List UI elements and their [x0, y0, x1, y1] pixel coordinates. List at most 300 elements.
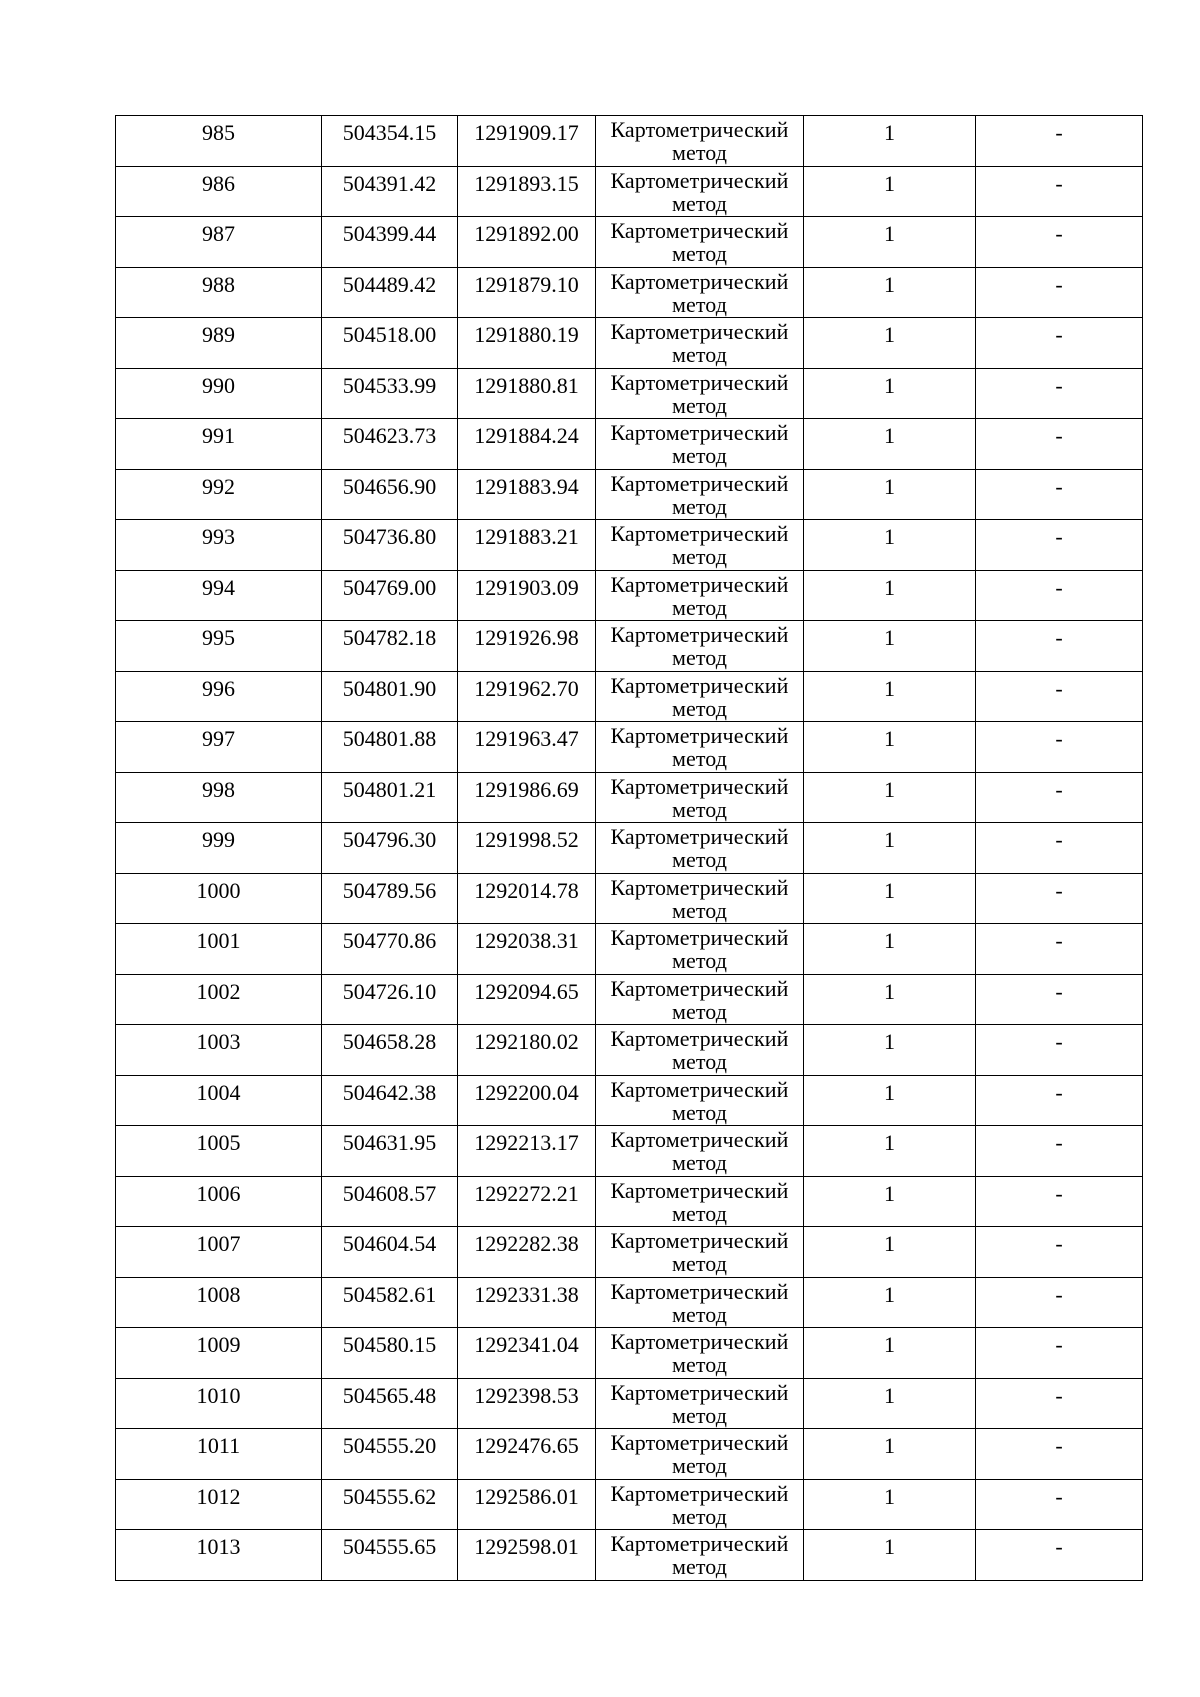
accuracy-value: 1 [884, 1281, 895, 1307]
method-cell [596, 772, 804, 823]
y-coordinate: 1292398.53 [474, 1382, 579, 1408]
point-number: 1010 [196, 1382, 241, 1408]
note-cell [976, 1277, 1143, 1328]
method-line-1: Картометрический [610, 1177, 789, 1203]
note-value: - [1055, 1483, 1063, 1509]
point-number: 999 [202, 827, 235, 852]
y-coordinate-cell [458, 1227, 596, 1278]
point-number-cell [116, 772, 322, 823]
note-value: - [1055, 1433, 1063, 1458]
point-number-cell [116, 1227, 322, 1278]
x-coordinate-cell [322, 1328, 458, 1379]
x-coordinate: 504770.86 [342, 928, 437, 953]
note-cell [976, 570, 1143, 621]
accuracy-cell [804, 1277, 976, 1328]
accuracy-value: 1 [884, 928, 895, 953]
method-text [596, 1379, 803, 1428]
table-row [116, 469, 1143, 520]
method-line-2: метод [671, 1301, 728, 1327]
accuracy-cell [804, 217, 976, 268]
point-number-cell [116, 469, 322, 520]
method-line-2: метод [671, 1251, 728, 1276]
method-cell [596, 722, 804, 773]
x-coordinate-cell [322, 671, 458, 722]
method-line-2: метод [671, 241, 728, 266]
note-value: - [1055, 1130, 1063, 1155]
note-value: - [1055, 1029, 1063, 1054]
point-number-cell [116, 873, 322, 924]
point-number: 986 [202, 170, 235, 196]
y-coordinate: 1292341.04 [474, 1332, 579, 1357]
accuracy-cell [804, 318, 976, 369]
table-row [116, 1530, 1143, 1581]
table-row [116, 873, 1143, 924]
point-number-cell [116, 621, 322, 672]
accuracy-cell [804, 1429, 976, 1480]
point-number: 1008 [196, 1281, 241, 1307]
method-line-2: метод [671, 1352, 728, 1377]
x-coordinate-cell [322, 166, 458, 217]
method-line-2: метод [671, 1554, 728, 1579]
note-value: - [1055, 1079, 1063, 1105]
note-value: - [1055, 574, 1063, 600]
x-coordinate-cell [322, 1277, 458, 1328]
x-coordinate-cell [322, 1378, 458, 1429]
method-text [596, 722, 803, 771]
method-line-2: метод [671, 948, 728, 973]
accuracy-cell [804, 1176, 976, 1227]
method-text [596, 318, 803, 367]
note-value: - [1055, 978, 1063, 1004]
table-row [116, 1328, 1143, 1379]
accuracy-value: 1 [884, 473, 895, 499]
table-row [116, 1277, 1143, 1328]
note-cell [976, 116, 1143, 167]
y-coordinate-cell [458, 520, 596, 571]
accuracy-value: 1 [884, 170, 895, 196]
note-value: - [1055, 1382, 1063, 1408]
method-cell [596, 924, 804, 975]
y-coordinate-cell [458, 924, 596, 975]
method-line-1: Картометрический [610, 925, 789, 950]
note-value: - [1055, 120, 1063, 145]
point-number: 1003 [196, 1029, 241, 1054]
method-cell [596, 1176, 804, 1227]
x-coordinate: 504801.90 [342, 675, 437, 701]
y-coordinate-cell [458, 772, 596, 823]
y-coordinate-cell [458, 1126, 596, 1177]
method-line-2: метод [671, 443, 728, 468]
method-text [596, 672, 803, 721]
y-coordinate: 1292331.38 [474, 1281, 579, 1307]
x-coordinate: 504796.30 [342, 827, 437, 852]
method-cell [596, 873, 804, 924]
note-cell [976, 873, 1143, 924]
point-number-cell [116, 1126, 322, 1177]
accuracy-value: 1 [884, 1534, 895, 1559]
accuracy-value: 1 [884, 726, 895, 751]
method-line-1: Картометрический [610, 975, 789, 1001]
note-value: - [1055, 1332, 1063, 1357]
y-coordinate-cell [458, 166, 596, 217]
point-number-cell [116, 419, 322, 470]
x-coordinate-cell [322, 621, 458, 672]
y-coordinate-cell [458, 217, 596, 268]
method-line-2: метод [671, 796, 728, 822]
accuracy-value: 1 [884, 877, 895, 903]
method-text [596, 924, 803, 973]
coordinates-table-body [116, 116, 1143, 1581]
x-coordinate: 504623.73 [342, 423, 437, 448]
table-row [116, 267, 1143, 318]
table-row [116, 1025, 1143, 1076]
accuracy-value: 1 [884, 120, 895, 145]
table-row [116, 1126, 1143, 1177]
method-line-2: метод [671, 594, 728, 620]
method-cell [596, 1328, 804, 1379]
accuracy-cell [804, 722, 976, 773]
note-cell [976, 217, 1143, 268]
note-cell [976, 1378, 1143, 1429]
x-coordinate: 504565.48 [342, 1382, 437, 1408]
accuracy-value: 1 [884, 1079, 895, 1105]
accuracy-value: 1 [884, 776, 895, 802]
method-text [596, 217, 803, 266]
method-cell [596, 671, 804, 722]
note-cell [976, 1429, 1143, 1480]
y-coordinate-cell [458, 1328, 596, 1379]
y-coordinate-cell [458, 1479, 596, 1530]
y-coordinate: 1292094.65 [474, 978, 579, 1004]
point-number: 998 [202, 776, 235, 802]
note-value: - [1055, 221, 1063, 246]
method-text [596, 823, 803, 872]
accuracy-cell [804, 116, 976, 167]
note-value: - [1055, 726, 1063, 751]
y-coordinate: 1291884.24 [474, 423, 579, 448]
x-coordinate-cell [322, 1479, 458, 1530]
accuracy-value: 1 [884, 322, 895, 347]
table-row [116, 217, 1143, 268]
x-coordinate-cell [322, 520, 458, 571]
accuracy-cell [804, 671, 976, 722]
note-cell [976, 974, 1143, 1025]
method-line-2: метод [671, 897, 728, 923]
point-number: 1001 [196, 928, 241, 953]
point-number-cell [116, 570, 322, 621]
point-number: 1013 [196, 1534, 241, 1559]
note-value: - [1055, 675, 1063, 701]
x-coordinate: 504518.00 [342, 322, 437, 347]
x-coordinate: 504580.15 [342, 1332, 437, 1357]
note-value: - [1055, 423, 1063, 448]
method-text [596, 268, 803, 317]
x-coordinate: 504489.42 [342, 271, 437, 297]
point-number-cell [116, 166, 322, 217]
method-line-2: метод [671, 1200, 728, 1226]
note-value: - [1055, 271, 1063, 297]
point-number-cell [116, 924, 322, 975]
method-line-2: метод [671, 1150, 728, 1175]
accuracy-value: 1 [884, 1332, 895, 1357]
point-number-cell [116, 671, 322, 722]
y-coordinate: 1292038.31 [474, 928, 579, 953]
y-coordinate-cell [458, 823, 596, 874]
accuracy-value: 1 [884, 1231, 895, 1256]
point-number: 1004 [196, 1079, 241, 1105]
method-line-1: Картометрический [610, 218, 789, 243]
note-cell [976, 419, 1143, 470]
note-cell [976, 924, 1143, 975]
note-value: - [1055, 776, 1063, 802]
x-coordinate-cell [322, 116, 458, 167]
accuracy-cell [804, 166, 976, 217]
method-line-2: метод [671, 140, 728, 165]
point-number: 994 [202, 574, 235, 600]
method-line-1: Картометрический [610, 369, 789, 395]
y-coordinate-cell [458, 368, 596, 419]
y-coordinate: 1292598.01 [474, 1534, 579, 1559]
method-line-2: метод [671, 645, 728, 670]
table-row [116, 116, 1143, 167]
note-value: - [1055, 1534, 1063, 1559]
y-coordinate-cell [458, 570, 596, 621]
x-coordinate: 504555.65 [342, 1534, 437, 1559]
point-number-cell [116, 1479, 322, 1530]
point-number: 993 [202, 524, 235, 549]
x-coordinate-cell [322, 823, 458, 874]
x-coordinate-cell [322, 924, 458, 975]
accuracy-value: 1 [884, 1130, 895, 1155]
y-coordinate: 1292272.21 [474, 1180, 579, 1206]
method-line-1: Картометрический [610, 268, 789, 294]
table-row [116, 1227, 1143, 1278]
note-cell [976, 1176, 1143, 1227]
accuracy-cell [804, 974, 976, 1025]
method-line-1: Картометрический [610, 117, 789, 142]
method-cell [596, 1277, 804, 1328]
x-coordinate-cell [322, 1025, 458, 1076]
note-value: - [1055, 524, 1063, 549]
note-cell [976, 671, 1143, 722]
x-coordinate: 504769.00 [342, 574, 437, 600]
method-text [596, 1025, 803, 1074]
point-number: 1009 [196, 1332, 241, 1357]
method-text [596, 874, 803, 923]
y-coordinate: 1292282.38 [474, 1231, 579, 1256]
method-line-1: Картометрический [610, 1531, 789, 1556]
x-coordinate: 504658.28 [342, 1029, 437, 1054]
point-number-cell [116, 1176, 322, 1227]
method-text [596, 116, 803, 165]
accuracy-value: 1 [884, 1029, 895, 1054]
x-coordinate: 504736.80 [342, 524, 437, 549]
x-coordinate-cell [322, 1429, 458, 1480]
y-coordinate-cell [458, 318, 596, 369]
y-coordinate-cell [458, 1429, 596, 1480]
accuracy-cell [804, 924, 976, 975]
method-text [596, 975, 803, 1024]
y-coordinate: 1291963.47 [474, 726, 579, 751]
method-line-2: метод [671, 695, 728, 721]
y-coordinate-cell [458, 1025, 596, 1076]
x-coordinate-cell [322, 318, 458, 369]
accuracy-value: 1 [884, 625, 895, 650]
y-coordinate-cell [458, 1277, 596, 1328]
method-line-2: метод [671, 1503, 728, 1529]
method-line-1: Картометрический [610, 824, 789, 849]
method-text [596, 1278, 803, 1327]
method-line-1: Картометрический [610, 1076, 789, 1102]
method-line-1: Картометрический [610, 420, 789, 445]
table-row [116, 1429, 1143, 1480]
accuracy-cell [804, 1227, 976, 1278]
accuracy-cell [804, 368, 976, 419]
method-cell [596, 974, 804, 1025]
table-row [116, 1075, 1143, 1126]
method-cell [596, 1479, 804, 1530]
y-coordinate: 1291926.98 [474, 625, 579, 650]
method-line-1: Картометрический [610, 1228, 789, 1253]
accuracy-value: 1 [884, 1382, 895, 1408]
x-coordinate-cell [322, 1227, 458, 1278]
accuracy-cell [804, 1025, 976, 1076]
method-cell [596, 823, 804, 874]
note-value: - [1055, 473, 1063, 499]
note-cell [976, 1126, 1143, 1177]
table-row [116, 419, 1143, 470]
method-text [596, 1227, 803, 1276]
y-coordinate: 1291962.70 [474, 675, 579, 701]
point-number: 1011 [196, 1433, 241, 1458]
y-coordinate-cell [458, 116, 596, 167]
method-cell [596, 217, 804, 268]
point-number-cell [116, 974, 322, 1025]
note-cell [976, 1075, 1143, 1126]
table-row [116, 621, 1143, 672]
method-text [596, 1429, 803, 1478]
x-coordinate-cell [322, 1126, 458, 1177]
x-coordinate: 504354.15 [342, 120, 437, 145]
accuracy-cell [804, 823, 976, 874]
point-number-cell [116, 1530, 322, 1581]
x-coordinate: 504782.18 [342, 625, 437, 650]
x-coordinate: 504631.95 [342, 1130, 437, 1155]
method-cell [596, 419, 804, 470]
method-line-1: Картометрический [610, 1127, 789, 1152]
y-coordinate: 1291986.69 [474, 776, 579, 802]
point-number-cell [116, 318, 322, 369]
point-number: 985 [202, 120, 235, 145]
x-coordinate-cell [322, 1176, 458, 1227]
point-number: 988 [202, 271, 235, 297]
note-value: - [1055, 1180, 1063, 1206]
accuracy-value: 1 [884, 1433, 895, 1458]
y-coordinate: 1291903.09 [474, 574, 579, 600]
method-text [596, 773, 803, 822]
table-row [116, 368, 1143, 419]
method-line-1: Картометрический [610, 319, 789, 344]
note-cell [976, 722, 1143, 773]
note-value: - [1055, 877, 1063, 903]
table-row [116, 671, 1143, 722]
note-cell [976, 318, 1143, 369]
accuracy-cell [804, 267, 976, 318]
y-coordinate-cell [458, 267, 596, 318]
method-cell [596, 520, 804, 571]
method-line-1: Картометрический [610, 1379, 789, 1405]
y-coordinate: 1291883.94 [474, 473, 579, 499]
accuracy-cell [804, 1479, 976, 1530]
note-value: - [1055, 322, 1063, 347]
y-coordinate-cell [458, 1176, 596, 1227]
accuracy-cell [804, 1328, 976, 1379]
x-coordinate-cell [322, 1075, 458, 1126]
method-line-1: Картометрический [610, 1026, 789, 1051]
x-coordinate-cell [322, 570, 458, 621]
method-line-1: Картометрический [610, 571, 789, 597]
method-line-2: метод [671, 1099, 728, 1125]
method-line-2: метод [671, 291, 728, 317]
x-coordinate: 504801.88 [342, 726, 437, 751]
y-coordinate: 1292200.04 [474, 1079, 579, 1105]
point-number-cell [116, 1277, 322, 1328]
note-cell [976, 1227, 1143, 1278]
x-coordinate-cell [322, 469, 458, 520]
method-cell [596, 368, 804, 419]
table-row [116, 823, 1143, 874]
method-text [596, 1328, 803, 1377]
method-line-2: метод [671, 1049, 728, 1074]
method-cell [596, 1530, 804, 1581]
table-row [116, 318, 1143, 369]
y-coordinate: 1291909.17 [474, 120, 579, 145]
table-row [116, 924, 1143, 975]
note-cell [976, 1479, 1143, 1530]
note-cell [976, 621, 1143, 672]
accuracy-value: 1 [884, 1180, 895, 1206]
accuracy-value: 1 [884, 574, 895, 600]
accuracy-cell [804, 419, 976, 470]
y-coordinate: 1292213.17 [474, 1130, 579, 1155]
note-cell [976, 267, 1143, 318]
y-coordinate-cell [458, 419, 596, 470]
table-row [116, 722, 1143, 773]
note-cell [976, 1328, 1143, 1379]
point-number: 989 [202, 322, 235, 347]
point-number-cell [116, 1328, 322, 1379]
note-value: - [1055, 625, 1063, 650]
method-line-1: Картометрический [610, 622, 789, 647]
point-number-cell [116, 267, 322, 318]
y-coordinate-cell [458, 621, 596, 672]
point-number-cell [116, 722, 322, 773]
x-coordinate: 504608.57 [342, 1180, 437, 1206]
y-coordinate: 1292180.02 [474, 1029, 579, 1054]
y-coordinate: 1292476.65 [474, 1433, 579, 1458]
accuracy-cell [804, 873, 976, 924]
point-number: 1006 [196, 1180, 241, 1206]
y-coordinate: 1291893.15 [474, 170, 579, 196]
method-text [596, 1530, 803, 1579]
accuracy-value: 1 [884, 423, 895, 448]
method-cell [596, 318, 804, 369]
x-coordinate: 504555.20 [342, 1433, 437, 1458]
point-number-cell [116, 1025, 322, 1076]
method-text [596, 621, 803, 670]
y-coordinate: 1291892.00 [474, 221, 579, 246]
x-coordinate-cell [322, 772, 458, 823]
